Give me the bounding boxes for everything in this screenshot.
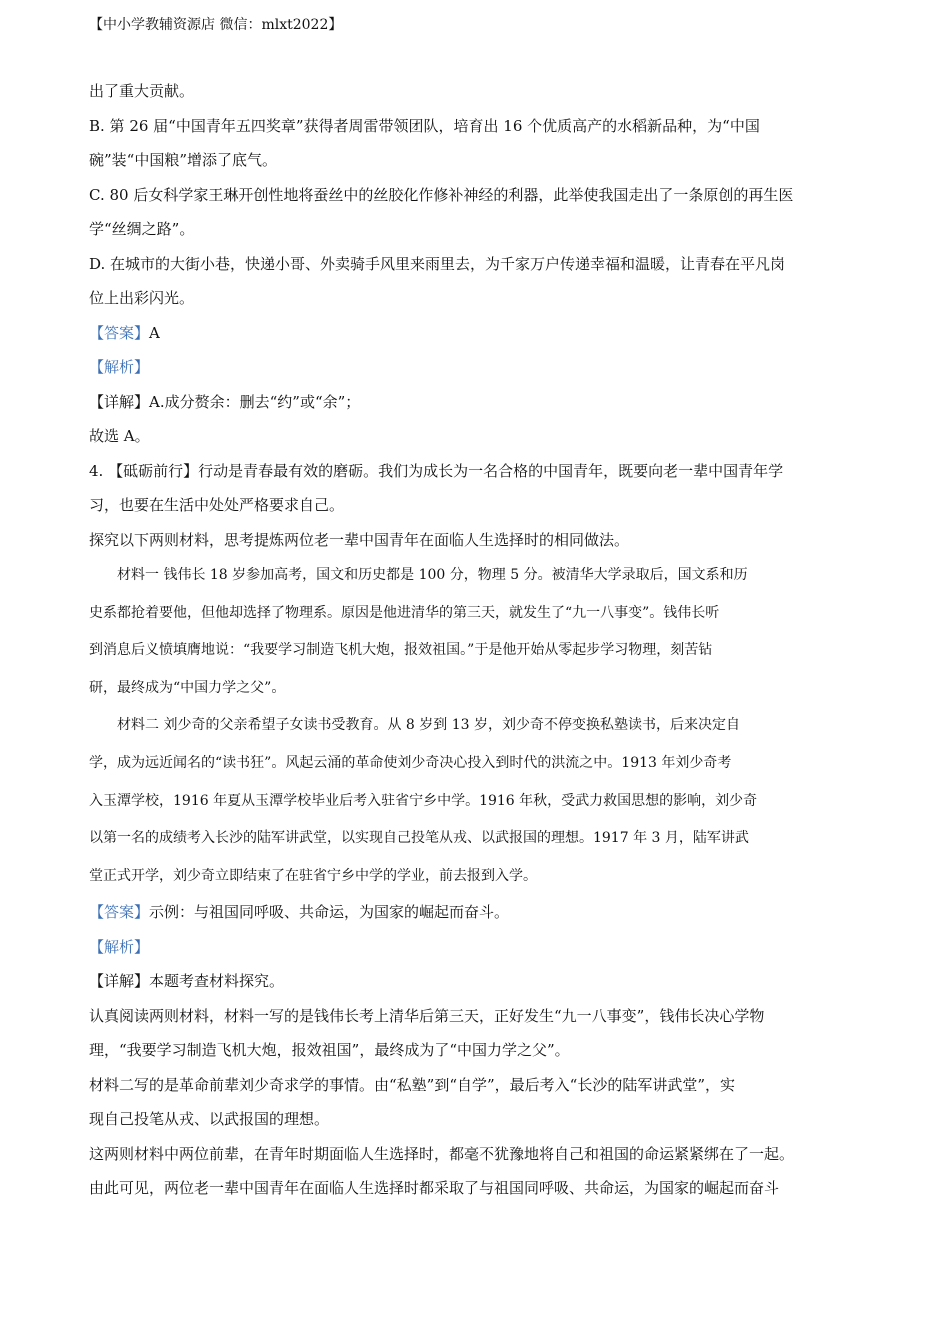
explanation-line: 材料二写的是革命前辈刘少奇求学的事情。由“私塾”到“自学”，最后考入“长沙的陆军讲武堂”，实 [89,1075,736,1094]
question-4-line: 4. 【砥砺前行】行动是青春最有效的磨砺。我们为成长为一名合格的中国青年，既要向老一辈中国青年学 [89,461,784,480]
answer-tag: 【答案】 [89,903,150,922]
answer-line [89,316,869,351]
document-body [89,74,869,1206]
option-c-line: C. 80 后女科学家王琳开创性地将蚕丝中的丝胶化作修补神经的利器，此举使我国走出了一条原创的再生医 [89,185,794,204]
material-two-line: 材料二 刘少奇的父亲希望子女读书受教育。从 8 岁到 13 岁，刘少奇不停变换私塾读书，后来决定自 [117,717,740,734]
text-line: 习，也要在生活中处处严格要求自己。 [89,496,345,514]
analysis-line [89,930,869,965]
text-line: 学“丝绸之路”。 [89,220,195,238]
answer-line [89,895,869,930]
text-line: 故选 A。 [89,427,150,445]
material-one-line: 材料一 钱伟长 18 岁参加高考，国文和历史都是 100 分，物理 5 分。被清华大学录取后，国文系和历 [117,567,748,583]
material-one-line: 研，最终成为“中国力学之父”。 [89,679,286,696]
material-one-line: 到消息后义愤填膺地说：“我要学习制造飞机大炮，报效祖国。”于是他开始从零起步学习物理，刻苦钻 [89,642,713,659]
material-two-line: 学，成为远近闻名的“读书狂”。风起云涌的革命使刘少奇决心投入到时代的洪流之中。1913 年刘少奇考 [89,754,732,771]
page-header: 【中小学教辅资源店 微信：mlxt2022】 [89,17,343,33]
option-d-line: D. 在城市的大街小巷，快递小哥、外卖骑手风里来雨里去，为千家万户传递幸福和温暖，让青春在平凡岗 [89,254,786,273]
explanation-line: 由此可见，两位老一辈中国青年在面临人生选择时都采取了与祖国同呼吸、共命运，为国家的崛起而奋斗 [89,1179,780,1198]
text-line: 出了重大贡献。 [89,82,195,100]
answer-text: 示例：与祖国同呼吸、共命运，为国家的崛起而奋斗。 [149,903,510,922]
answer-text: A [149,323,160,342]
material-one-line: 史系都抢着要他，但他却选择了物理系。原因是他进清华的第三天，就发生了“九一八事变”。钱伟长听 [89,604,720,621]
detail-line: 【详解】本题考查材料探究。 [89,972,285,991]
material-two-line: 入玉潭学校，1916 年夏从玉潭学校毕业后考入驻省宁乡中学。1916 年秋，受武力救国思想的影响，刘少奇 [89,792,758,809]
answer-tag: 【答案】 [89,323,150,342]
explanation-line: 这两则材料中两位前辈，在青年时期面临人生选择时，都毫不犹豫地将自己和祖国的命运紧紧绑在了一起。 [89,1144,795,1163]
text-line: 位上出彩闪光。 [89,289,195,307]
explanation-line: 认真阅读两则材料，材料一写的是钱伟长考上清华后第三天，正好发生“九一八事变”，钱伟长决心学物 [89,1006,765,1025]
instruction-line: 探究以下两则材料，思考提炼两位老一辈中国青年在面临人生选择时的相同做法。 [89,530,630,549]
detail-line: 【详解】A.成分赘余：删去“约”或“余”； [89,392,361,411]
analysis-tag: 【解析】 [89,358,150,376]
text-line: 碗”装“中国粮”增添了底气。 [89,151,278,169]
option-b-line: B. 第 26 届“中国青年五四奖章”获得者周雷带领团队，培育出 16 个优质高产的水稻新品种，为“中国 [89,116,760,135]
material-two-line: 以第一名的成绩考入长沙的陆军讲武堂，以实现自己投笔从戎、以武报国的理想。1917 年 3 月，陆军讲武 [89,830,749,847]
analysis-tag: 【解析】 [89,937,150,956]
analysis-line [89,350,869,385]
explanation-line: 现自己投笔从戎、以武报国的理想。 [89,1110,330,1129]
explanation-line: 理，“我要学习制造飞机大炮，报效祖国”，最终成为了“中国力学之父”。 [89,1041,570,1060]
material-two-line: 堂正式开学，刘少奇立即结束了在驻省宁乡中学的学业，前去报到入学。 [89,867,537,884]
